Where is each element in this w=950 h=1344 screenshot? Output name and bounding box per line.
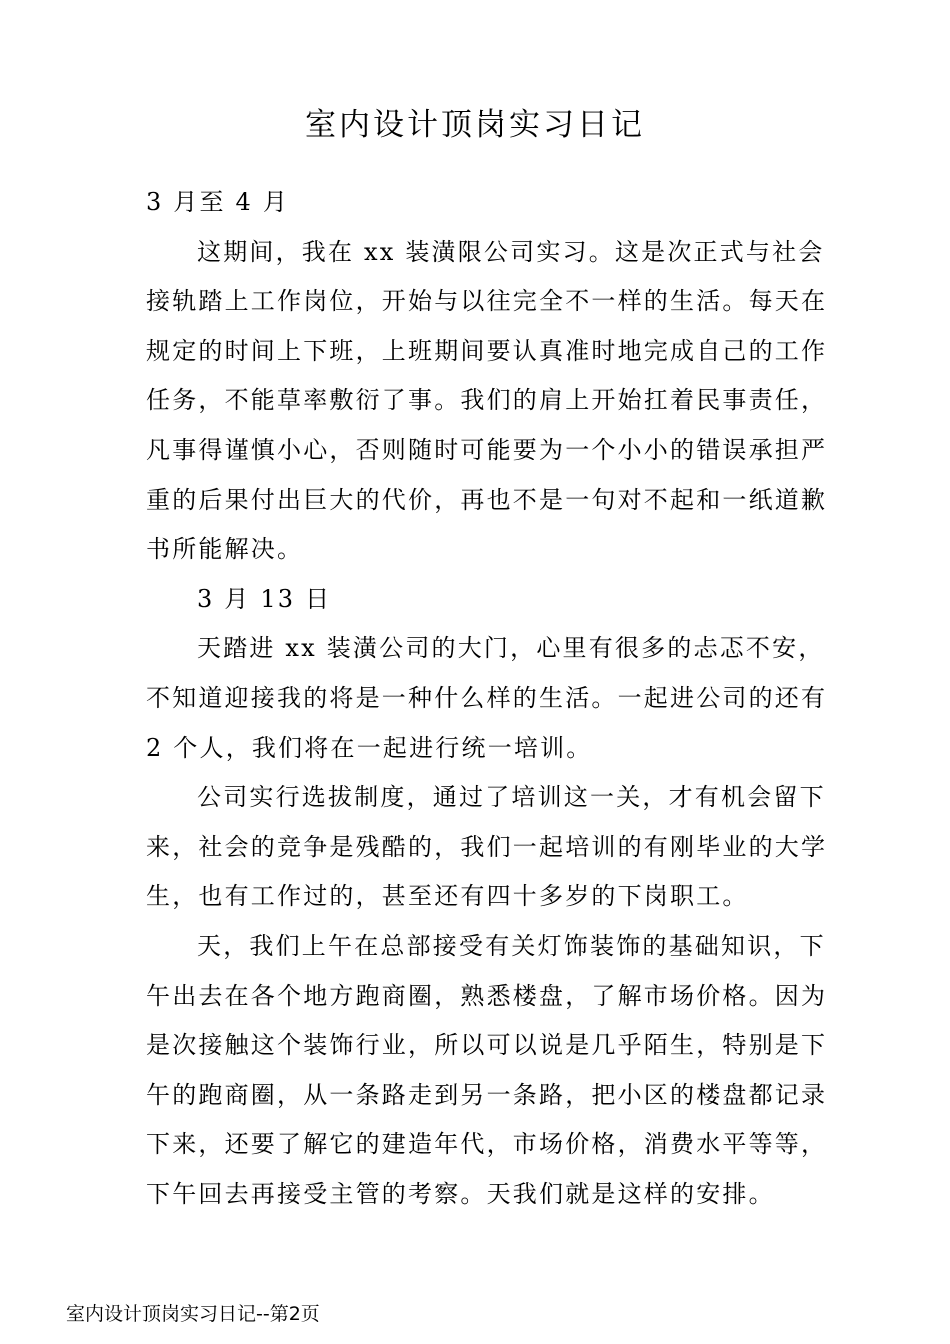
date-heading-march-april: 3 月至 4 月	[146, 188, 290, 216]
paragraph-line: 重的后果付出巨大的代价，再也不是一句对不起和一纸道歉	[146, 485, 828, 514]
paragraph-line: 接轨踏上工作岗位，开始与以往完全不一样的生活。每天在	[146, 287, 828, 316]
paragraph-line: 天，我们上午在总部接受有关灯饰装饰的基础知识，下	[197, 931, 826, 960]
paragraph-line: 公司实行选拔制度，通过了培训这一关，才有机会留下	[197, 783, 826, 812]
paragraph-line: 2 个人，我们将在一起进行统一培训。	[146, 733, 593, 762]
paragraph-line: 凡事得谨慎小心，否则随时可能要为一个小小的错误承担严	[146, 435, 828, 464]
paragraph-line: 任务，不能草率敷衍了事。我们的肩上开始扛着民事责任，	[146, 386, 828, 415]
date-heading-march-13: 3 月 13 日	[197, 584, 332, 613]
paragraph-line: 生，也有工作过的，甚至还有四十多岁的下岗职工。	[146, 882, 749, 911]
paragraph-line: 下来，还要了解它的建造年代，市场价格，消费水平等等，	[146, 1130, 828, 1159]
paragraph-line: 来，社会的竞争是残酷的，我们一起培训的有刚毕业的大学	[146, 832, 828, 861]
paragraph-line: 是次接触这个装饰行业，所以可以说是几乎陌生，特别是下	[146, 1031, 828, 1060]
paragraph-line: 书所能解决。	[146, 535, 304, 564]
document-title: 室内设计顶岗实习日记	[305, 107, 645, 143]
paragraph-line: 规定的时间上下班，上班期间要认真准时地完成自己的工作	[146, 336, 828, 365]
paragraph-line: 不知道迎接我的将是一种什么样的生活。一起进公司的还有	[146, 683, 828, 712]
paragraph-line: 下午回去再接受主管的考察。天我们就是这样的安排。	[146, 1179, 775, 1208]
paragraph-line: 天踏进 xx 装潢公司的大门，心里有很多的忐忑不安，	[197, 634, 825, 663]
page-footer: 室内设计顶岗实习日记--第2页	[66, 1303, 320, 1325]
paragraph-line: 午的跑商圈，从一条路走到另一条路，把小区的楼盘都记录	[146, 1080, 828, 1109]
paragraph-line: 这期间，我在 xx 装潢限公司实习。这是次正式与社会	[197, 237, 825, 266]
paragraph-line: 午出去在各个地方跑商圈，熟悉楼盘，了解市场价格。因为	[146, 981, 828, 1010]
document-body	[146, 178, 828, 1219]
